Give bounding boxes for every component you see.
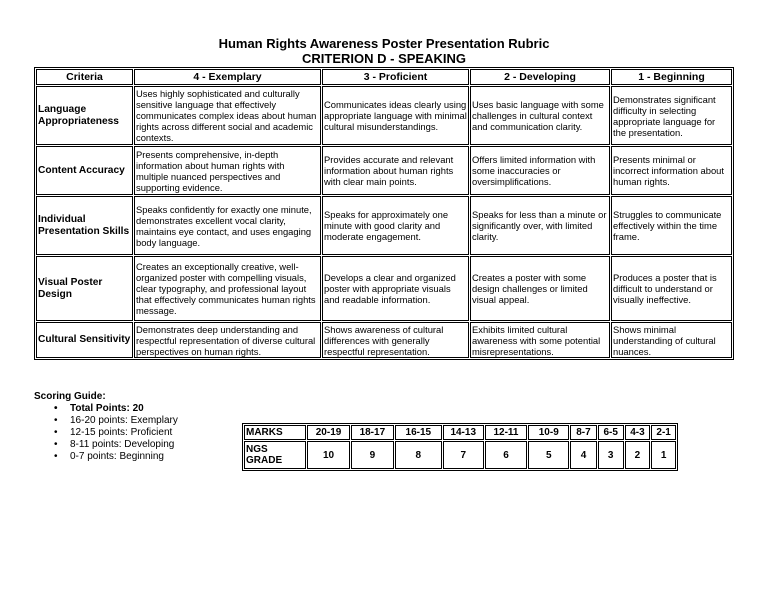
marks-row [244,425,676,440]
scoring-guide-heading: Scoring Guide: [34,391,106,402]
marks-cell: 4-3 [625,425,651,440]
rubric-cell: Creates an exceptionally creative, well-organized poster with compelling visuals, clear typography, and professional layout that effectively communicates human rights message. [134,256,321,321]
grade-cell: 9 [351,441,394,469]
ngs-grade-row [244,441,676,469]
list-item: • 8-11 points: Developing [70,439,178,451]
rubric-cell: Uses highly sophisticated and culturally sensitive language that effectively communicates complex ideas about human rights across different social and academic contexts. [134,86,321,145]
rubric-header-row [36,69,732,85]
rubric-cell: Demonstrates significant difficulty in selecting appropriate language for the presentation. [611,86,732,145]
header-exemplary: 4 - Exemplary [134,69,321,85]
rubric-cell: Provides accurate and relevant information about human rights with clear main points. [322,146,469,195]
marks-cell: 6-5 [598,425,624,440]
grade-cell: 6 [485,441,528,469]
rubric-cell: Speaks for approximately one minute with good clarity and moderate engagement. [322,196,469,255]
criteria-cell: Content Accuracy [36,146,133,195]
rubric-cell: Speaks for less than a minute or significantly over, with limited clarity. [470,196,610,255]
page-title: Human Rights Awareness Poster Presentation Rubric [218,36,550,51]
grade-cell: 1 [651,441,676,469]
rubric-row [36,146,732,195]
header-developing: 2 - Developing [470,69,610,85]
rubric-row [36,86,732,145]
grade-cell: 5 [528,441,569,469]
grade-cell: 4 [570,441,597,469]
criteria-cell: Language Appropriateness [36,86,133,145]
rubric-cell: Communicates ideas clearly using appropriate language with minimal cultural misunderstandings. [322,86,469,145]
rubric-cell: Creates a poster with some design challenges or limited visual appeal. [470,256,610,321]
marks-cell: 2-1 [651,425,676,440]
rubric-cell: Presents comprehensive, in-depth information about human rights with multiple nuanced perspectives and supporting evidence. [134,146,321,195]
rubric-cell: Shows awareness of cultural differences with generally respectful representation. [322,322,469,358]
marks-cell: 16-15 [395,425,442,440]
grade-cell: 7 [443,441,484,469]
grade-cell: 8 [395,441,442,469]
scoring-guide-list [34,403,178,463]
rubric-cell: Speaks confidently for exactly one minute, demonstrates excellent vocal clarity, maintains eye contact, and uses engaging body language. [134,196,321,255]
rubric-cell: Struggles to communicate effectively within the time frame. [611,196,732,255]
marks-cell: 18-17 [351,425,394,440]
rubric-cell: Offers limited information with some inaccuracies or oversimplifications. [470,146,610,195]
rubric-cell: Uses basic language with some challenges in cultural context and communication clarity. [470,86,610,145]
criteria-cell: Individual Presentation Skills [36,196,133,255]
grade-cell: 10 [307,441,350,469]
grade-conversion-table [242,423,678,471]
rubric-cell: Develops a clear and organized poster with appropriate visuals and readable information. [322,256,469,321]
marks-cell: 8-7 [570,425,597,440]
list-item: • Total Points: 20 [70,403,178,415]
marks-cell: 12-11 [485,425,528,440]
rubric-cell: Produces a poster that is difficult to understand or visually ineffective. [611,256,732,321]
criteria-cell: Cultural Sensitivity [36,322,133,358]
header-criteria: Criteria [36,69,133,85]
criteria-cell: Visual Poster Design [36,256,133,321]
marks-cell: 10-9 [528,425,569,440]
page-subtitle: CRITERION D - SPEAKING [302,51,466,66]
ngs-grade-label: NGS GRADE [244,441,306,469]
list-item: • 12-15 points: Proficient [70,427,178,439]
scoring-guide [34,391,178,463]
marks-cell: 14-13 [443,425,484,440]
list-item: • 16-20 points: Exemplary [70,415,178,427]
rubric-cell: Exhibits limited cultural awareness with some potential misrepresentations. [470,322,610,358]
rubric-row [36,196,732,255]
rubric-row [36,256,732,321]
rubric-cell: Presents minimal or incorrect information about human rights. [611,146,732,195]
grade-cell: 2 [625,441,651,469]
grade-cell: 3 [598,441,624,469]
rubric-cell: Demonstrates deep understanding and respectful representation of diverse cultural perspectives on human rights. [134,322,321,358]
rubric-cell: Shows minimal understanding of cultural nuances. [611,322,732,358]
marks-label: MARKS [244,425,306,440]
rubric-table [34,67,734,360]
list-item: • 0-7 points: Beginning [70,451,178,463]
header-beginning: 1 - Beginning [611,69,732,85]
header-proficient: 3 - Proficient [322,69,469,85]
marks-cell: 20-19 [307,425,350,440]
rubric-row [36,322,732,358]
